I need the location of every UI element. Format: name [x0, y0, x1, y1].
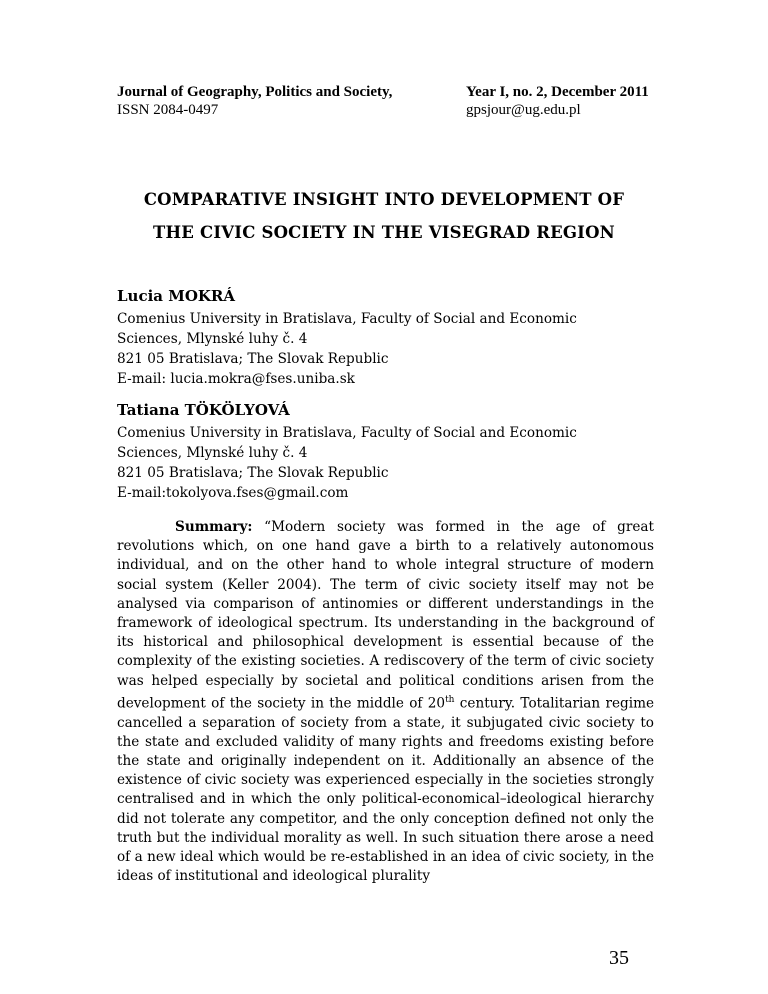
superscript-th: th	[445, 694, 455, 705]
summary-text-part-1: “Modern society was formed in the age of great revolutions which, on one hand gave a birth to a relatively autonomous individual, and on the other hand to whole integral structure of modern social system (Keller 2004). The term of civic society itself may not be analysed via comparison of antinomies or different understandings in the framework of ideological spectrum. Its understanding in the background of its historical and philosophical development is essential because of the complexity of the existing societies. A rediscovery of the term of civic society was helped especially by societal and political conditions arisen from the development of the society in the middle of 20	[117, 519, 654, 712]
author-affiliation-line-2: Sciences, Mlynské luhy č. 4	[117, 331, 308, 347]
journal-name: Journal of Geography, Politics and Society,	[117, 84, 393, 100]
issn: ISSN 2084-0497	[117, 102, 219, 118]
journal-header	[117, 83, 392, 119]
author-affiliation-line-1: Comenius University in Bratislava, Faculty of Social and Economic	[117, 311, 577, 327]
author-affiliation-line-1: Comenius University in Bratislava, Faculty of Social and Economic	[117, 425, 577, 441]
author-block	[117, 400, 577, 503]
author-email: E-mail:tokolyova.fses@gmail.com	[117, 485, 349, 501]
issue-header	[466, 83, 649, 119]
summary-paragraph	[117, 518, 654, 886]
author-block	[117, 286, 577, 389]
issue-info: Year I, no. 2, December 2011	[466, 84, 649, 100]
summary-text-part-2: century. Totalitarian regime cancelled a separation of society from a state, it subjugated civic society to the state and excluded validity of many rights and freedoms existing before the state and originally independent on it. Additionally an absence of the existence of civic society was experienced especially in the societies strongly centralised and in which the only political-economical–ideological hierarchy did not tolerate any competitor, and the only conception defined not only the truth but the individual morality as well. In such situation there arose a need of a new ideal which would be re-established in an idea of civic society, in the ideas of institutional and ideological plurality	[117, 695, 655, 885]
page-number: 35	[609, 947, 629, 969]
author-name: Lucia MOKRÁ	[117, 287, 236, 305]
title-line-2: THE CIVIC SOCIETY IN THE VISEGRAD REGION	[153, 223, 615, 242]
journal-email: gpsjour@ug.edu.pl	[466, 102, 581, 118]
paper-title	[0, 190, 768, 256]
author-affiliation-line-2: Sciences, Mlynské luhy č. 4	[117, 445, 308, 461]
author-email: E-mail: lucia.mokra@fses.uniba.sk	[117, 371, 355, 387]
author-address: 821 05 Bratislava; The Slovak Republic	[117, 351, 389, 367]
title-line-1: COMPARATIVE INSIGHT INTO DEVELOPMENT OF	[143, 190, 625, 209]
author-address: 821 05 Bratislava; The Slovak Republic	[117, 465, 389, 481]
summary-label: Summary:	[175, 519, 253, 535]
author-name: Tatiana TÖKÖLYOVÁ	[117, 401, 290, 419]
